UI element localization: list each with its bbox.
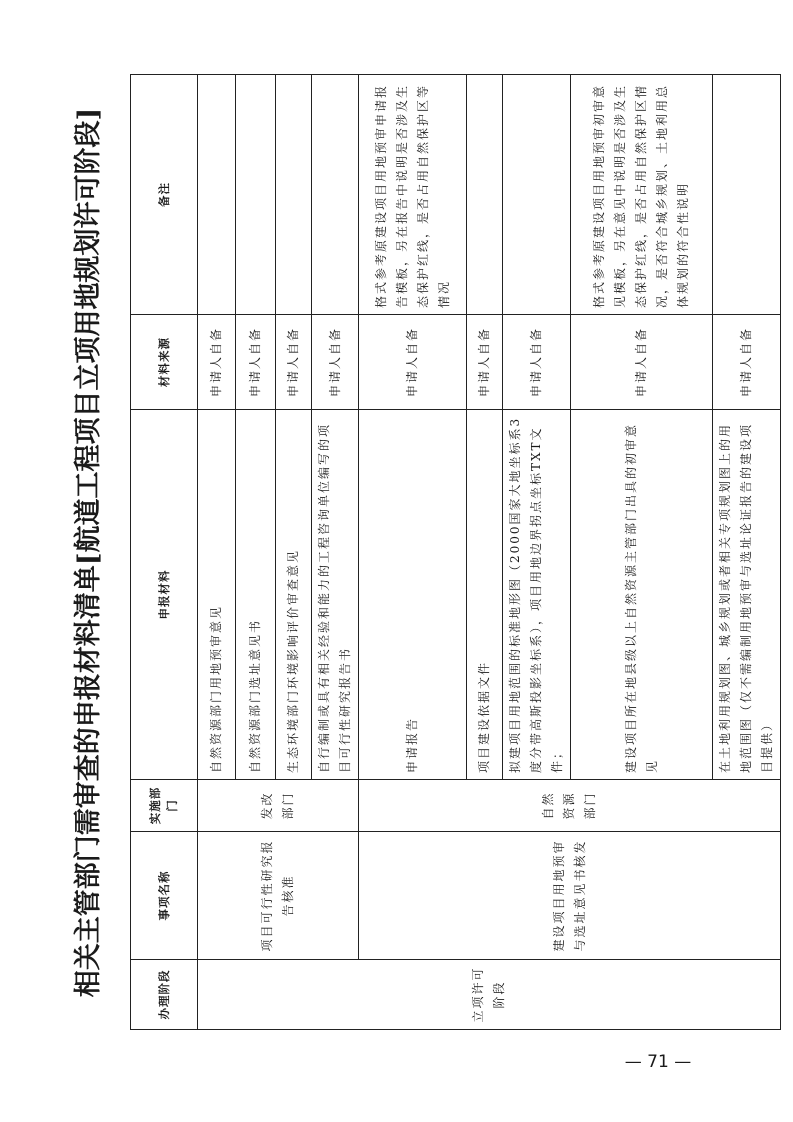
material-cell: 申请报告: [359, 410, 467, 780]
table-row: [359, 75, 467, 1030]
material-cell: 项目建设依据文件: [467, 410, 503, 780]
source-cell: 申请人自备: [467, 315, 503, 410]
header-note: 备注: [131, 75, 198, 315]
note-cell: [198, 75, 236, 315]
note-cell: [503, 75, 571, 315]
note-cell: [236, 75, 276, 315]
material-cell: 自然资源部门选址意见书: [236, 410, 276, 780]
note-cell: [467, 75, 503, 315]
source-cell: 申请人自备: [571, 315, 713, 410]
stage-cell: 立项许可阶段: [198, 960, 781, 1030]
source-cell: 申请人自备: [236, 315, 276, 410]
note-cell: 格式参考原建设项目用地预审初审意见模板，另在意见中说明是否涉及生态保护红线，是否占用自然保护区情况，是否符合城乡规划、土地利用总体规划的符合性说明: [571, 75, 713, 315]
material-cell: 建设项目所在地县级以上自然资源主管部门出具的初审意见: [571, 410, 713, 780]
item-name-cell: 项目可行性研究报告核准: [198, 832, 359, 960]
source-cell: 申请人自备: [276, 315, 312, 410]
header-source: 材料来源: [131, 315, 198, 410]
header-stage: 办理阶段: [131, 960, 198, 1030]
header-dept: 实施部门: [131, 780, 198, 832]
note-cell: 格式参考原建设项目用地预审申请报告模板，另在报告中说明是否涉及生态保护红线，是否占用自然保护区等情况: [359, 75, 467, 315]
material-cell: 在土地利用规划图、城乡规划或者相关专项规划图上的用地范围图（仅不需编制用地预审与选址论证报告的建设项目提供）: [713, 410, 781, 780]
note-cell: [276, 75, 312, 315]
material-cell: 拟建项目用地范围的标准地形图（2000国家大地坐标系3度分带高斯投影坐标系），项目用地边界拐点坐标TXT文件；: [503, 410, 571, 780]
source-cell: 申请人自备: [312, 315, 359, 410]
source-cell: 申请人自备: [713, 315, 781, 410]
source-cell: 申请人自备: [503, 315, 571, 410]
rotated-page-content: [54, 75, 774, 1030]
header-material: 申报材料: [131, 410, 198, 780]
material-cell: 自行编制或具有相关经验和能力的工程咨询单位编写的项目可行性研究报告书: [312, 410, 359, 780]
header-item: 事项名称: [131, 832, 198, 960]
note-cell: [312, 75, 359, 315]
note-cell: [713, 75, 781, 315]
material-cell: 自然资源部门用地预审意见: [198, 410, 236, 780]
document-title: 相关主管部门需审查的申报材料清单[航道工程项目立项用地规划许可阶段]: [73, 107, 104, 998]
source-cell: 申请人自备: [359, 315, 467, 410]
table-header-row: [131, 75, 198, 1030]
materials-table: [130, 74, 781, 1030]
source-cell: 申请人自备: [198, 315, 236, 410]
dept-cell: 自然资源部门: [359, 780, 781, 832]
material-cell: 生态环境部门环境影响评价审查意见: [276, 410, 312, 780]
table-row: [198, 75, 236, 1030]
item-name-cell: 建设项目用地预审与选址意见书核发: [359, 832, 781, 960]
page-number: — 71 —: [624, 1052, 692, 1072]
dept-cell: 发改部门: [198, 780, 359, 832]
